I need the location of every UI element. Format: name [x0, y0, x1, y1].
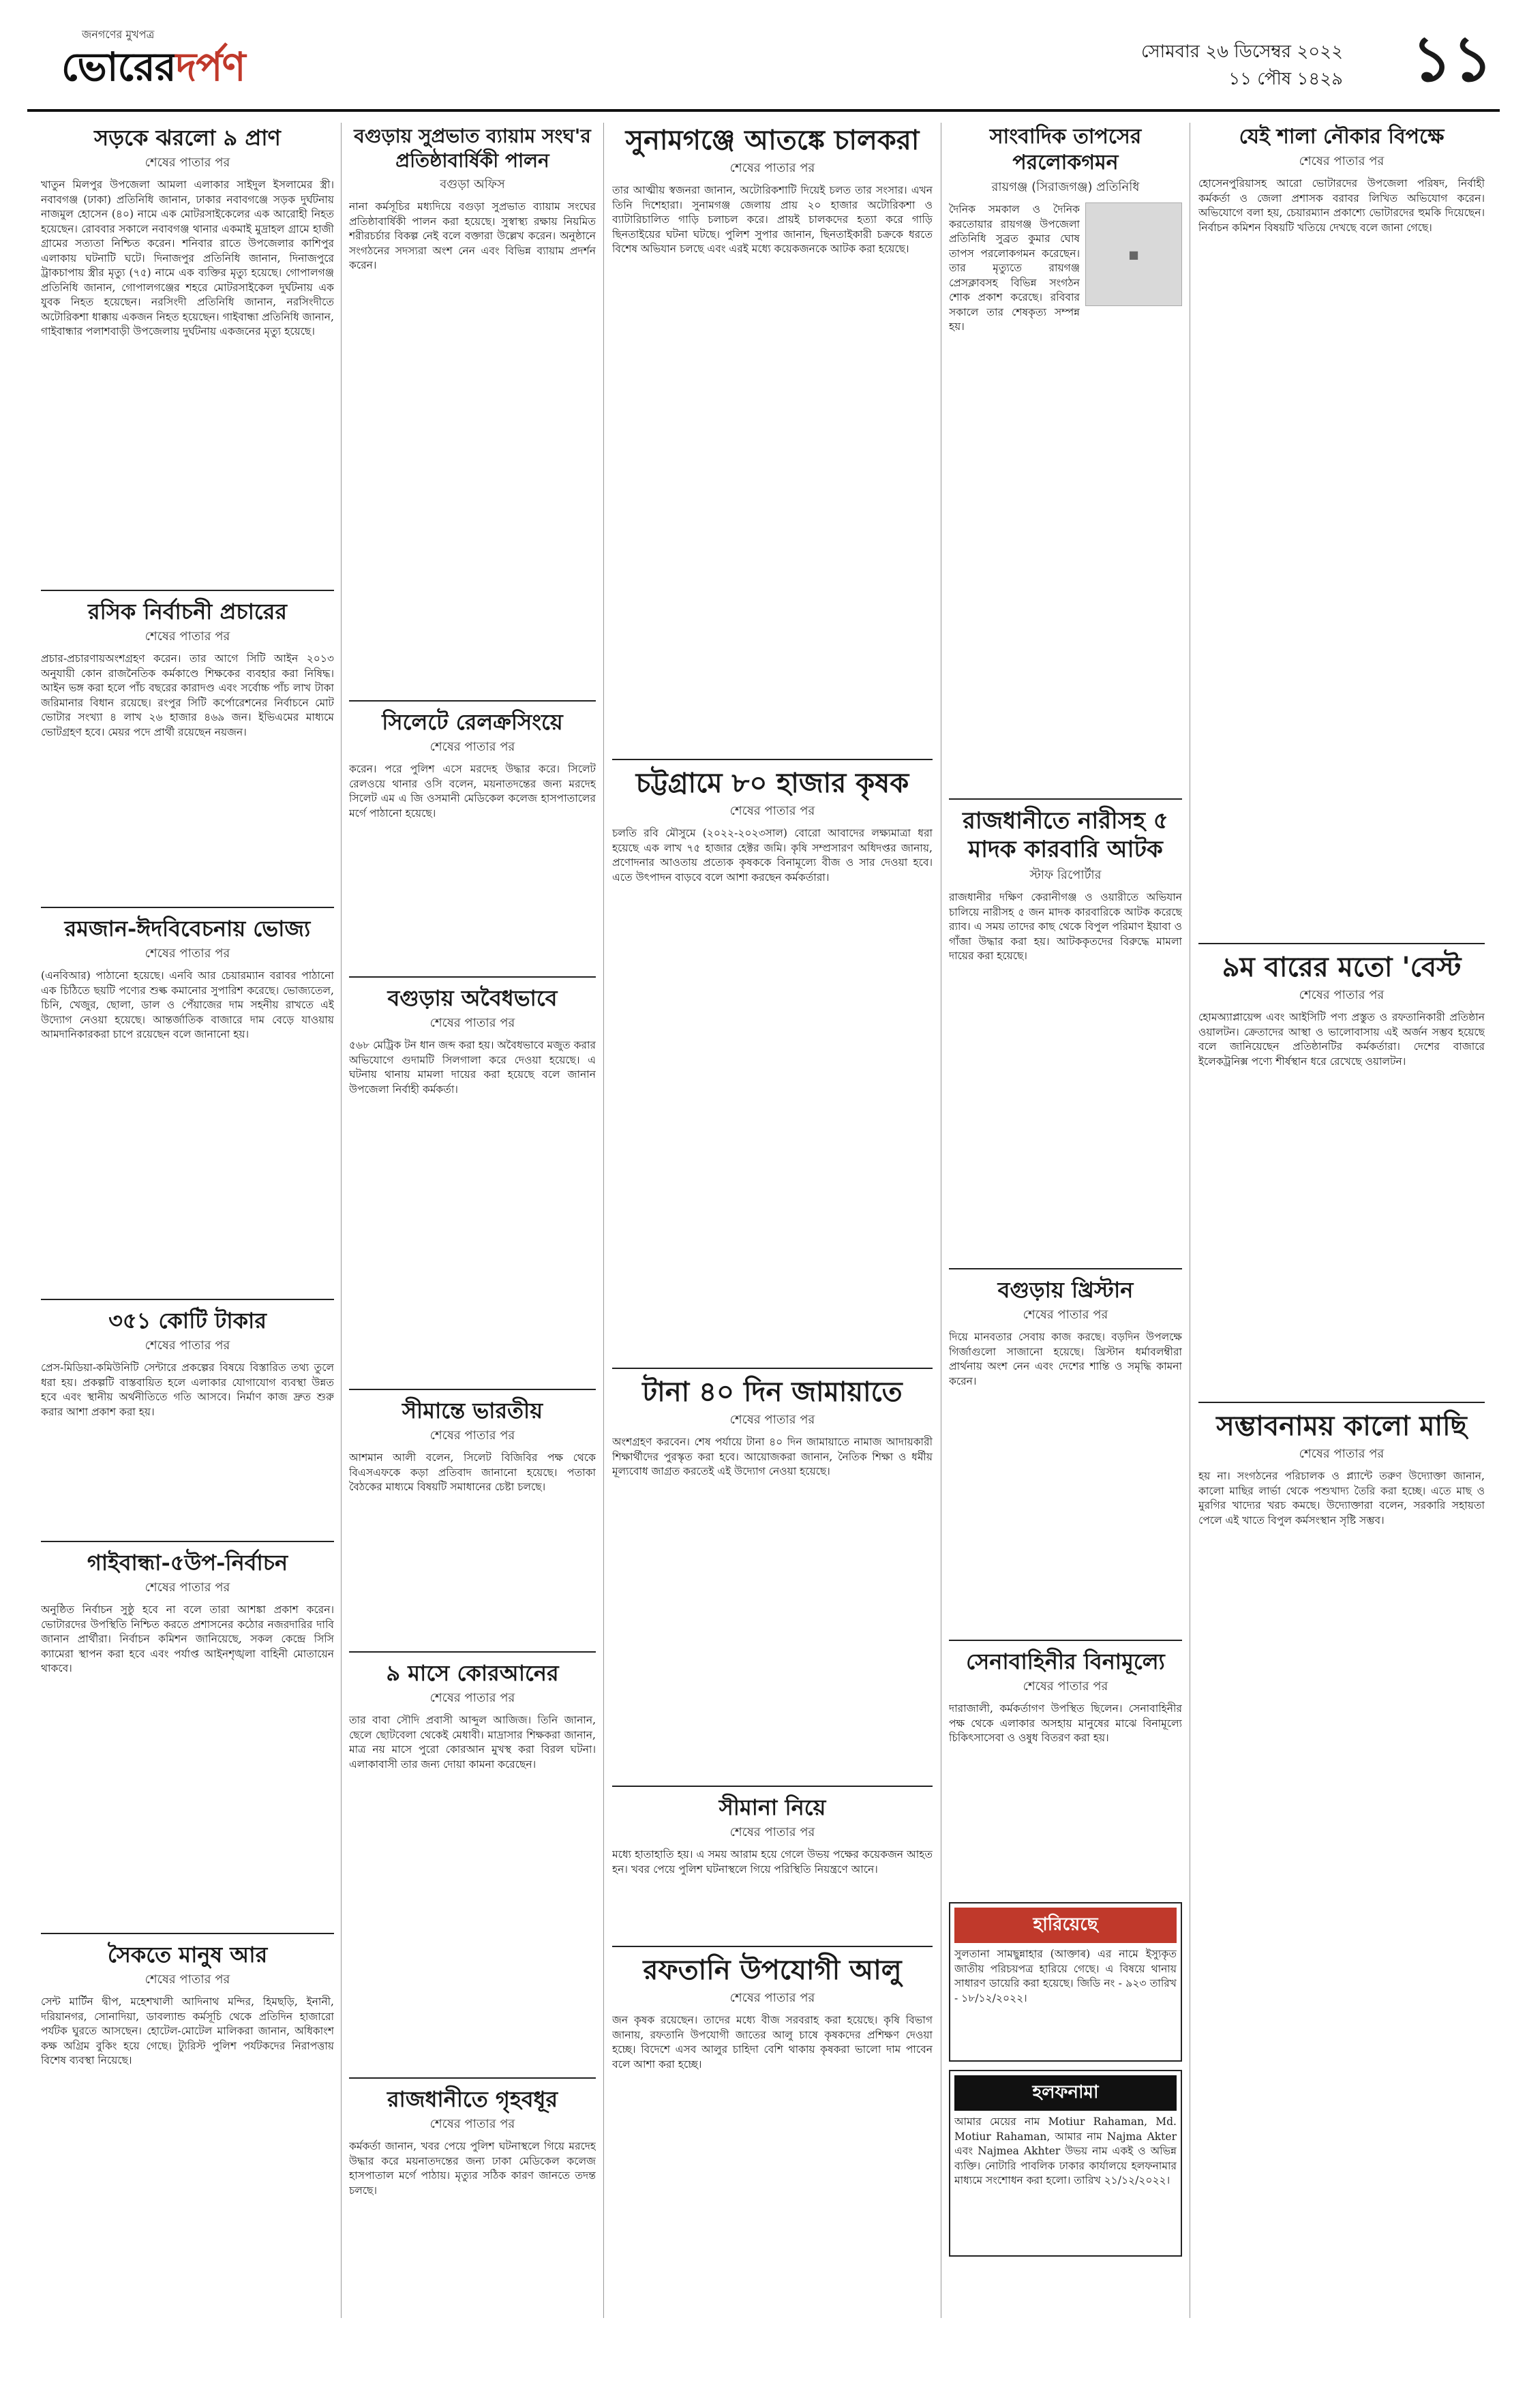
article [612, 767, 933, 1358]
article [1198, 1410, 1485, 2335]
article-body: করেন। পরে পুলিশ এসে মরদেহ উদ্ধার করে। সিলেট রেলওয়ে থানার ওসি বলেন, ময়নাতদন্তের জন্য মরদেহ সিলেট এম এ জি ওসমানী মেডিকেল কলেজ হাসপাতালের মর্গে পাঠানো হয়েছে। [349, 763, 596, 819]
column-2 [349, 121, 596, 2408]
divider [41, 590, 334, 591]
logo-right: দর্পণ [175, 44, 245, 90]
article-headline: রমজান-ঈদবিবেচনায় ভোজ্য [64, 916, 311, 942]
article-kicker: শেষের পাতার পর [145, 155, 230, 170]
article [1198, 951, 1485, 1392]
divider [1198, 1402, 1485, 1403]
article-body: প্রচার-প্রচারণায়অংশগ্রহণ করেন। তার আগে সিটি আইন ২০১৩ অনুযায়ী কোন রাজনৈতিক কর্মকাণ্ডে শিক্ষকের ব্যবহার করা নিষিদ্ধ। আইন ভঙ্গ করা হলে পাঁচ বছরের কারাদণ্ড এবং সর্বোচ্চ পাঁচ লাখ টাকা জরিমানার বিধান রয়েছে। রংপুর সিটি কর্পোরেশনের নির্বাচনে মোট ভোটার সংখ্যা ৪ লাখ ২৬ হাজার ৪৬৯ জন। ইভিএমের মাধ্যমে ভোটগ্রহণ হবে। মেয়র পদে প্রার্থী রয়েছেন নয়জন। [41, 652, 334, 738]
article-body: অংশগ্রহণ করবেন। শেষ পর্যায়ে টানা ৪০ দিন জামায়াতে নামাজ আদায়কারী শিক্ষার্থীদের পুরস্কৃত করা হবে। আয়োজকরা জানান, নৈতিক শিক্ষা ও ধর্মীয় মূল্যবোধ জাগ্রত করতেই এই উদ্যোগ নেওয়া হয়েছে। [612, 1436, 933, 1477]
article-headline: সেনাবাহিনীর বিনামূল্যে [966, 1649, 1165, 1674]
column-5 [1198, 121, 1485, 2345]
article [41, 124, 334, 580]
divider [349, 1389, 596, 1390]
divider [41, 907, 334, 908]
article-body: দৈনিক সমকাল ও দৈনিক করতোয়ার রায়গঞ্জ উপজেলা প্রতিনিধি সুব্রত কুমার ঘোষ তাপস পরলোকগমন করেছেন। তার মৃত্যুতে রায়গঞ্জ প্রেসক্লাবসহ বিভিন্ন সংগঠন শোক প্রকাশ করেছে। রবিবার সকালে তার শেষকৃত্য সম্পন্ন হয়। [949, 203, 1080, 333]
article-headline: রফতানি উপযোগী আলু [643, 1954, 902, 1986]
divider [612, 1946, 933, 1947]
article-kicker: শেষের পাতার পর [729, 1413, 815, 1427]
dateline [1141, 38, 1343, 93]
article [349, 124, 596, 691]
column-4 [949, 121, 1182, 2257]
article-kicker: বগুড়া অফিস [440, 177, 505, 192]
article [349, 708, 596, 967]
portrait-photo: ■ [1085, 202, 1182, 306]
article [949, 1276, 1182, 1630]
article-kicker: শেষের পাতার পর [1299, 988, 1385, 1002]
article-body: অনুষ্ঠিত নির্বাচন সুষ্ঠু হবে না বলে তারা আশঙ্কা প্রকাশ করেন। ভোটারদের উপস্থিতি নিশ্চিত করতে প্রশাসনের কঠোর নজরদারির দাবি জানান প্রার্থীরা। নির্বাচন কমিশন জানিয়েছে, সকল কেন্দ্রে সিসি ক্যামেরা স্থাপন করা হবে এবং পর্যাপ্ত আইনশৃঙ্খলা বাহিনী মোতায়েন থাকবে। [41, 1604, 334, 1674]
page-number: ১১ [1411, 22, 1493, 95]
article [612, 1376, 933, 1776]
article-kicker: শেষের পাতার পর [429, 1428, 515, 1443]
divider [949, 1640, 1182, 1641]
article-kicker: শেষের পাতার পর [729, 1991, 815, 2005]
article-headline: সীমান্তে ভারতীয় [402, 1398, 543, 1424]
divider [41, 1299, 334, 1300]
article-body: তার আত্মীয় স্বজনরা জানান, অটোরিকশাটি দিয়েই চলত তার সংসার। এখন তিনি দিশেহারা। সুনামগঞ্জ জেলায় প্রায় ২০ হাজার অটোরিকশা ও ব্যাটারিচালিত গাড়ি চলাচল করে। প্রায়ই চালকদের হত্যা করে গাড়ি ছিনতাইয়ের ঘটনা ঘটছে। পুলিশ সুপার জানান, ছিনতাইকারী চক্রকে ধরতে বিশেষ অভিযান চলছে এবং এরই মধ্যে কয়েকজনকে আটক করা হয়েছে। [612, 184, 933, 255]
article-body: মধ্যে হাতাহাতি হয়। এ সময় আরাম হয়ে গেলে উভয় পক্ষের কয়েকজন আহত হন। খবর পেয়ে পুলিশ ঘটনাস্থলে গিয়ে পরিস্থিতি নিয়ন্ত্রণে আনে। [612, 1848, 933, 1876]
article-headline: সীমানা নিয়ে [719, 1794, 826, 1820]
logo-left: ভোরের [61, 44, 176, 90]
masthead-rule [27, 109, 1500, 112]
article-body: সেন্ট মার্টিন দ্বীপ, মহেশখালী আদিনাথ মন্দির, হিমছড়ি, ইনানী, দরিয়ানগর, সোনাদিয়া, ডাবল্যান্ড কর্মসূচি থেকে প্রতিদিন হাজারো পর্যটক ঘুরতে আসছেন। হোটেল-মোটেল মালিকরা জানান, অধিকাংশ কক্ষ অগ্রিম বুকিং হয়ে গেছে। ট্যুরিস্ট পুলিশ পর্যটকদের নিরাপত্তায় বিশেষ ব্যবস্থা নিয়েছে। [41, 1996, 334, 2066]
article-headline: টানা ৪০ দিন জামায়াতে [642, 1376, 903, 1408]
article-headline: গাইবান্ধা-৫উপ-নির্বাচন [87, 1550, 288, 1576]
divider [949, 1268, 1182, 1269]
divider [349, 976, 596, 978]
column-divider [341, 123, 342, 2318]
divider [1198, 943, 1485, 944]
article [612, 124, 933, 749]
article-body: ৫৬৮ মেট্রিক টন ধান জব্দ করা হয়। অবৈধভাবে মজুত করার অভিযোগে গুদামটি সিলগালা করে দেওয়া হয়েছে। এ ঘটনায় থানায় মামলা দায়ের করা হয়েছে বলে জানান উপজেলা নির্বাহী কর্মকর্তা। [349, 1039, 596, 1096]
article-headline: ৯ মাসে কোরআনের [386, 1660, 559, 1686]
article [41, 1307, 334, 1531]
article [41, 915, 334, 1289]
article-kicker: স্টাফ রিপোর্টার [1029, 868, 1102, 882]
divider [612, 759, 933, 760]
article [949, 807, 1182, 1259]
article-body: খাতুন মিলপুর উপজেলা আমলা এলাকার সাইদুল ইসলামের স্ত্রী। নবাবগঞ্জ (ঢাকা) প্রতিনিধি জানান, ঢাকার নবাবগঞ্জে সড়ক দুর্ঘটনায় নাজমুল হোসেন (৪০) নামে এক মোটরসাইকেলের এক আরোহী নিহত হয়েছেন। রোববার সকালে নবাবগঞ্জ থানার একমাই মুদ্রাহল গ্রামে হাজী গ্রামের সত্যতা নিশ্চিত করেন। শনিবার রাতে উপজেলার কাশিপুর এলাকায় ঘটনাটি ঘটে। দিনাজপুর প্রতিনিধি জানান, দিনাজপুরে ট্রাকচাপায় স্ত্রীর মৃত্যু (৭৫) নামে এক ব্যক্তির মৃত্যু হয়েছে। গোপালগঞ্জ প্রতিনিধি জানান, গোপালগঞ্জের শহরে মোটরসাইকেল দুর্ঘটনায় এক যুবক নিহত হয়েছেন। নরসিংদী প্রতিনিধি জানান, নরসিংদীতে অটোরিকশা ধাক্কায় একজন নিহত হয়েছেন। গাইবান্ধা প্রতিনিধি জানান, গাইবান্ধার পলাশবাড়ী উপজেলায় দুর্ঘটনায় একজনের মৃত্যু হয়েছে। [41, 179, 334, 337]
article-kicker: শেষের পাতার পর [1023, 1679, 1108, 1694]
article-kicker: শেষের পাতার পর [429, 2117, 515, 2131]
article [41, 598, 334, 897]
article-kicker: শেষের পাতার পর [429, 1016, 515, 1030]
article-body: তার বাবা সৌদি প্রবাসী আব্দুল আজিজ। তিনি জানান, ছেলে ছোটবেলা থেকেই মেধাবী। মাদ্রাসার শিক্ষকরা জানান, মাত্র নয় মাসে পুরো কোরআন মুখস্থ করা বিরল ঘটনা। এলাকাবাসী তার জন্য দোয়া কামনা করেছেন। [349, 1714, 596, 1771]
column-1 [41, 121, 334, 2250]
article-kicker: শেষের পাতার পর [145, 1338, 230, 1353]
article-kicker: শেষের পাতার পর [429, 740, 515, 754]
article-headline: সুনামগঞ্জে আতঙ্কে চালকরা [625, 124, 920, 156]
article [349, 984, 596, 1379]
article-headline: সিলেটে রেলক্রসিংয়ে [382, 709, 563, 735]
article-headline: সাংবাদিক তাপসের পরলোকগমন [989, 125, 1142, 175]
article-body: চলতি রবি মৌসুমে (২০২২-২০২৩সাল) বোরো আবাদের লক্ষ্যমাত্রা ধরা হয়েছে এক লাখ ৭৫ হাজার হেক্টর জমি। কৃষি সম্প্রসারণ অধিদপ্তর জানায়, প্রণোদনার আওতায় প্রত্যেক কৃষককে বিনামূল্যে বীজ ও সার দেওয়া হবে। এতে উৎপাদন বাড়বে বলে আশা করছেন কর্মকর্তারা। [612, 827, 933, 884]
divider [949, 798, 1182, 800]
article-body: রাজধানীর দক্ষিণ কেরানীগঞ্জ ও ওয়ারীতে অভিযান চালিয়ে নারীসহ ৫ জন মাদক কারবারিকে আটক করেছে র‍্যাব। এ সময় তাদের কাছ থেকে বিপুল পরিমাণ ইয়াবা ও গাঁজা উদ্ধার করা হয়। আটককৃতদের বিরুদ্ধে মামলা দায়ের করা হয়েছে। [949, 891, 1182, 962]
article-body: (এনবিআর) পাঠানো হয়েছে। এনবি আর চেয়ারম্যান বরাবর পাঠানো এক চিঠিতে ছয়টি পণ্যের শুল্ক কমানোর সুপারিশ করেছে। ভোজ্যতেল, চিনি, খেজুর, ছোলা, ডাল ও পেঁয়াজের দাম সহনীয় রাখতে এই উদ্যোগ নেওয়া হয়েছে। আন্তর্জাতিক বাজারে দাম বেড়ে যাওয়ায় আমদানিকারকরা চাপে রয়েছেন বলে জানানো হয়। [41, 969, 334, 1040]
article-kicker: শেষের পাতার পর [1299, 1447, 1385, 1461]
divider [41, 1541, 334, 1542]
article-body: নানা কর্মসূচির মধ্যদিয়ে বগুড়া সুপ্রভাত ব্যায়াম সংঘের প্রতিষ্ঠাবার্ষিকী পালন করা হয়েছে। সুস্বাস্থ্য রক্ষায় নিয়মিত শরীরচর্চার বিকল্প নেই বলে বক্তারা উল্লেখ করেন। অনুষ্ঠানে সংগঠনের সদস্যরা অংশ নেন এবং বিভিন্ন ব্যায়াম প্রদর্শন করেন। [349, 200, 596, 271]
article-kicker: শেষের পাতার পর [729, 1825, 815, 1839]
article-headline: রসিক নির্বাচনী প্রচারের [88, 599, 287, 624]
classified-box-affidavit [949, 2070, 1182, 2257]
article-body: দারাজালী, কর্মকর্তাগণ উপস্থিত ছিলেন। সেনাবাহিনীর পক্ষ থেকে এলাকার অসহায় মানুষের মাঝে বিনামূল্যে চিকিৎসাসেবা ও ওষুধ বিতরণ করা হয়। [949, 1702, 1182, 1744]
classified-body: আমার মেয়ের নাম Motiur Rahaman, Md. Motiur Rahaman, আমার নাম Najma Akter এবং Najmea Akhter উভয় নাম একই ও অভিন্ন ব্যক্তি। নোটারি পাবলিক ঢাকার কার্যালয়ে হলফনামার মাধ্যমে সংশোধন করা হলো। তারিখ ২১/১২/২০২২। [954, 2116, 1177, 2186]
column-divider [603, 123, 604, 2318]
article [612, 1954, 933, 2395]
article [349, 1659, 596, 2068]
divider [349, 700, 596, 702]
article-headline: রাজধানীতে গৃহবধূর [387, 2086, 558, 2112]
divider [612, 1786, 933, 1787]
article [612, 1794, 933, 1936]
article-body: হোসেনপুরিয়াসহ আরো ভোটারদের উপজেলা পরিষদ, নির্বাহী কর্মকর্তা ও জেলা প্রশাসক বরাবর লিখিত অভিযোগ করেন। অভিযোগে বলা হয়, চেয়ারম্যান প্রকাশ্যে ভোটারদের হুমকি দিয়েছেন। নির্বাচন কমিশন বিষয়টি খতিয়ে দেখছে বলে জানা গেছে। [1198, 177, 1485, 234]
article [949, 1648, 1182, 1893]
classified-box-lost [949, 1902, 1182, 2062]
article-headline: বগুড়ায় সুপ্রভাত ব্যায়াম সংঘ'র প্রতিষ্ঠাবার্ষিকী পালন [354, 125, 591, 172]
article-kicker: শেষের পাতার পর [145, 1972, 230, 1987]
article [1198, 124, 1485, 933]
article-headline: বগুড়ায় অবৈধভাবে [387, 985, 558, 1011]
article-kicker: রায়গঞ্জ (সিরাজগঞ্জ) প্রতিনিধি [991, 180, 1140, 194]
article-headline: সৈকতে মানুষ আর [107, 1942, 268, 1968]
article-kicker: শেষের পাতার পর [429, 1691, 515, 1705]
classified-body: সুলতানা সামছুন্নাহার (আক্তাৰ) এর নামে ইস্যুকৃত জাতীয় পরিচয়পত্র হারিয়ে গেছে। এ বিষয়ে থানায় সাধারণ ডায়েরি করা হয়েছে। জিডি নং - ৯২৩ তারিখ - ১৮/১২/২০২২। [954, 1948, 1177, 2004]
newspaper-logo [61, 37, 245, 103]
divider [41, 1933, 334, 1934]
article-kicker: শেষের পাতার পর [729, 161, 815, 175]
article-kicker: শেষের পাতার পর [729, 804, 815, 818]
article-kicker: শেষের পাতার পর [145, 629, 230, 644]
article-headline: ৩৫১ কোটি টাকার [108, 1308, 267, 1334]
article-body: হোমঅ্যাপ্লায়েন্স এবং আইসিটি পণ্য প্রস্তুত ও রফতানিকারী প্রতিষ্ঠান ওয়ালটন। ক্রেতাদের আস্থা ও ভালোবাসায় এই অর্জন সম্ভব হয়েছে বলে জানিয়েছেন প্রতিষ্ঠানটির কর্মকর্তারা। দেশের বাজারে ইলেকট্রনিক্স পণ্যে শীর্ষস্থান ধরে রেখেছে ওয়ালটন। [1198, 1011, 1485, 1068]
article-headline: চট্টগ্রামে ৮০ হাজার কৃষক [635, 767, 909, 799]
article-kicker: শেষের পাতার পর [145, 946, 230, 961]
article [349, 2086, 596, 2398]
article-body: প্রেস-মিডিয়া-কমিউনিটি সেন্টারে প্রকল্পের বিষয়ে বিস্তারিত তথ্য তুলে ধরা হয়। প্রকল্পটি বাস্তবায়িত হলে এলাকার যোগাযোগ ব্যবস্থা উন্নত হবে এবং স্থানীয় অর্থনীতিতে গতি আসবে। নির্মাণ কাজ দ্রুত শুরু করার আশা প্রকাশ করা হয়। [41, 1361, 334, 1418]
article-body: হয় না। সংগঠনের পরিচালক ও প্ল্যান্টে তরুণ উদ্যোক্তা জানান, কালো মাছির লার্ভা থেকে পশুখাদ্য তৈরি করা হচ্ছে। এতে মাছ ও মুরগির খাদ্যের খরচ কমছে। উদ্যোক্তারা বলেন, সরকারি সহায়তা পেলে এই খাতে বিপুল কর্মসংস্থান সৃষ্টি সম্ভব। [1198, 1470, 1485, 1526]
date-gregorian: সোমবার ২৬ ডিসেম্বর ২০২২ [1140, 42, 1343, 62]
article [41, 1549, 334, 1923]
divider [612, 1368, 933, 1369]
divider [349, 2077, 596, 2079]
article-kicker: শেষের পাতার পর [1299, 154, 1385, 168]
article-headline: সড়কে ঝরলো ৯ প্রাণ [94, 125, 281, 151]
article-body: আশমান আলী বলেন, সিলেট বিজিবির পক্ষ থেকে বিএসএফকে কড়া প্রতিবাদ জানানো হয়েছে। পতাকা বৈঠকের মাধ্যমে বিষয়টি সমাধানের চেষ্টা চলছে। [349, 1451, 596, 1493]
classified-title: হলফনামা [954, 2075, 1177, 2111]
article-body: দিয়ে মানবতার সেবায় কাজ করছে। বড়দিন উপলক্ষে গির্জাগুলো সাজানো হয়েছে। খ্রিস্টান ধর্মাবলম্বীরা প্রার্থনায় অংশ নেন এবং দেশের শান্তি ও সমৃদ্ধি কামনা করেন। [949, 1331, 1182, 1387]
article-headline: যেই শালা নৌকার বিপক্ষে [1239, 125, 1445, 149]
article-body: জন কৃষক রয়েছেন। তাদের মধ্যে বীজ সরবরাহ করা হয়েছে। কৃষি বিভাগ জানায়, রফতানি উপযোগী জাতের আলু চাষে কৃষকদের প্রশিক্ষণ দেওয়া হচ্ছে। বিদেশে এসব আলুর চাহিদা বেশি থাকায় কৃষকরা ভালো দাম পাবেন বলে আশা করা হচ্ছে। [612, 2014, 933, 2071]
article [949, 124, 1182, 789]
article [349, 1397, 596, 1642]
masthead-tagline: জনগণের মুখপত্র [82, 28, 155, 41]
classified-title: হারিয়েছে [954, 1908, 1177, 1943]
divider [349, 1651, 596, 1653]
date-bengali: ১১ পৌষ ১৪২৯ [1228, 69, 1343, 89]
article [41, 1941, 334, 2240]
column-3 [612, 121, 933, 2405]
article-kicker: শেষের পাতার পর [145, 1580, 230, 1595]
article-headline: বগুড়ায় খ্রিস্টান [997, 1277, 1134, 1303]
article-headline: সম্ভাবনাময় কালো মাছি [1216, 1410, 1467, 1442]
article-headline: ৯ম বারের মতো 'বেস্ট [1222, 951, 1462, 983]
article-kicker: শেষের পাতার পর [1023, 1308, 1108, 1322]
article-headline: রাজধানীতে নারীসহ ৫ মাদক কারবারি আটক [963, 807, 1168, 863]
article-body: কর্মকর্তা জানান, খবর পেয়ে পুলিশ ঘটনাস্থলে গিয়ে মরদেহ উদ্ধার করে ময়নাতদন্তের জন্য ঢাকা মেডিকেল কলেজ হাসপাতাল মর্গে পাঠায়। মৃত্যুর সঠিক কারণ জানতে তদন্ত চলছে। [349, 2140, 596, 2197]
